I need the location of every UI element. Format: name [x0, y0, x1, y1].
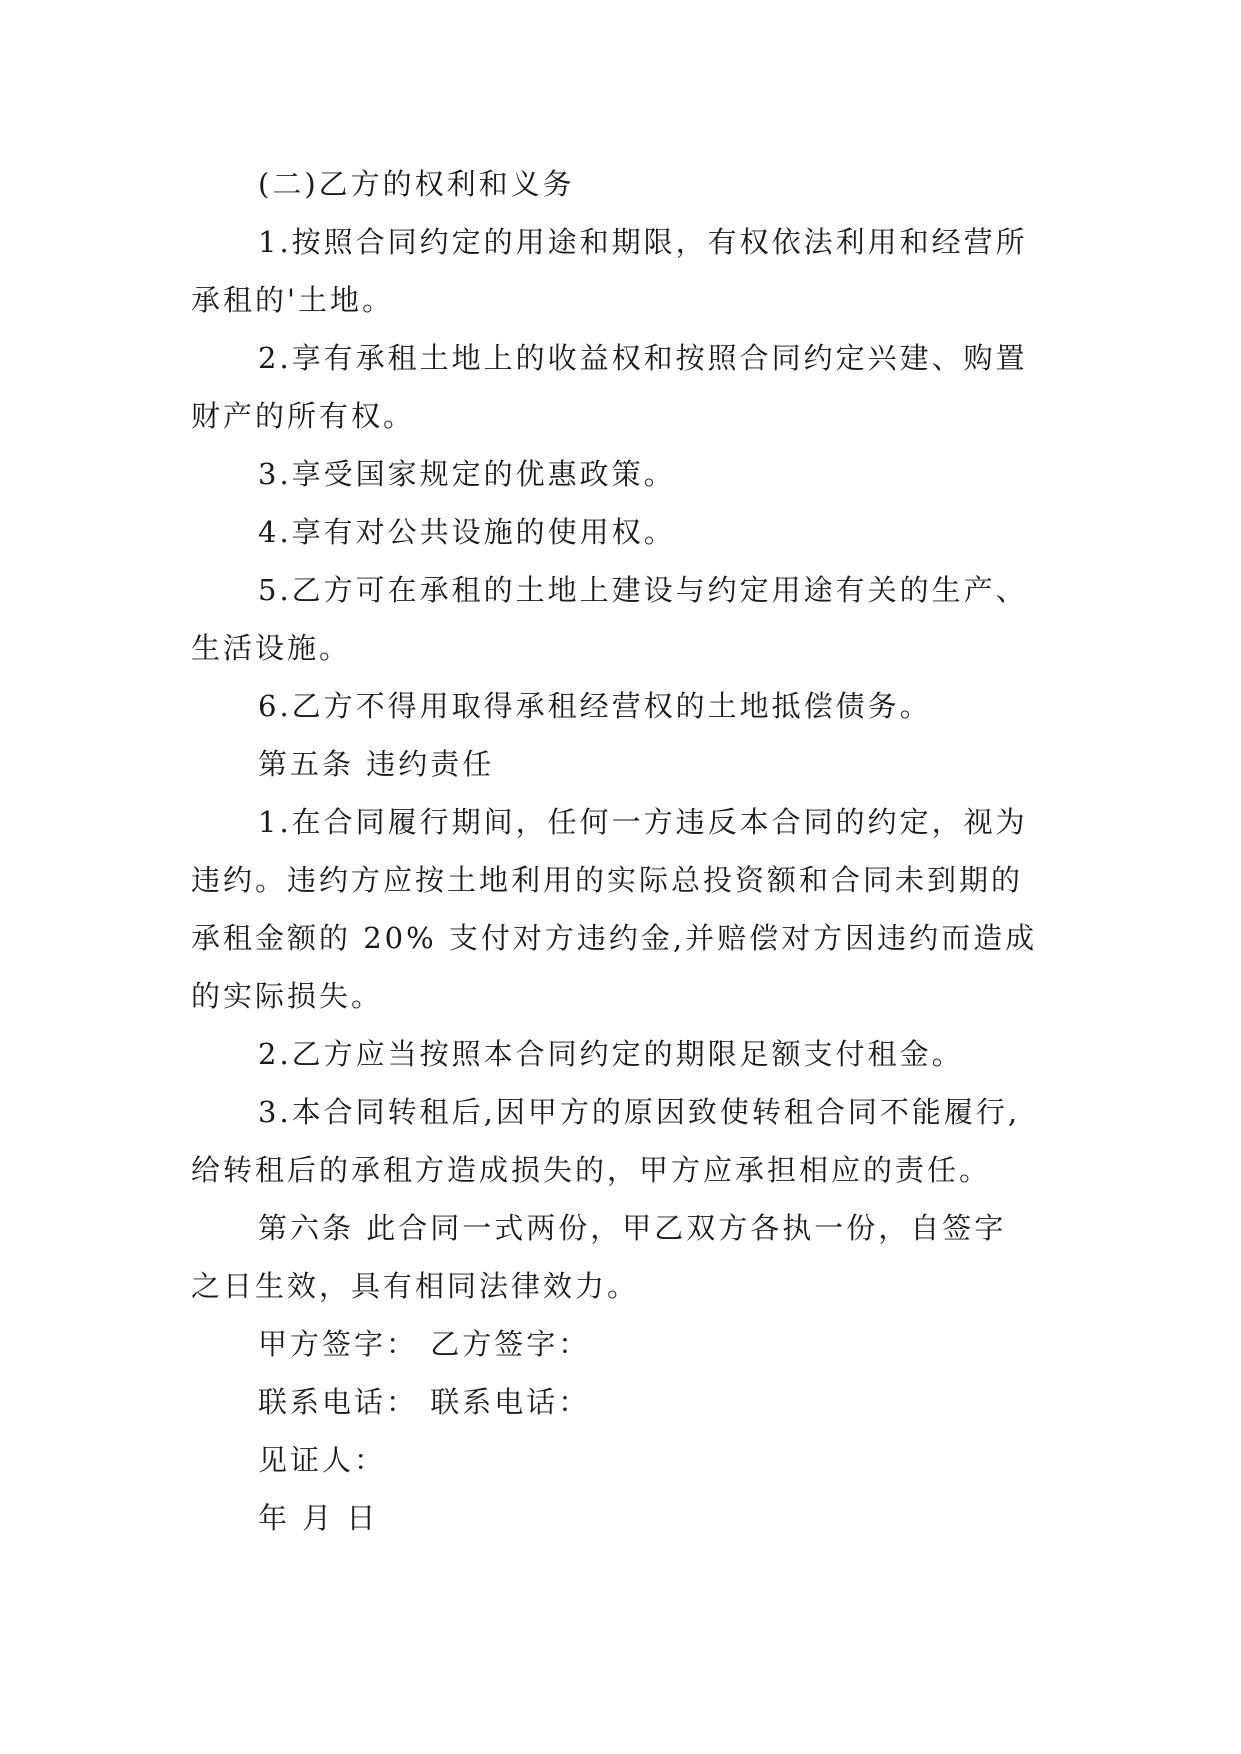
clause-6: 6.乙方不得用取得承租经营权的土地抵偿债务。 — [258, 689, 932, 723]
clause-5-line-2: 生活设施。 — [191, 631, 352, 665]
signature-line: 甲方签字： 乙方签字： — [258, 1327, 591, 1361]
article-5-clause-1-line-4: 的实际损失。 — [191, 979, 384, 1013]
article-5-clause-1-line-3: 承租金额的 20% 支付对方违约金,并赔偿对方因违约而造成 — [191, 921, 1038, 955]
article-6-line-1: 第六条 此合同一式两份，甲乙双方各执一份，自签字 — [258, 1211, 1007, 1245]
clause-1-line-1: 1.按照合同约定的用途和期限，有权依法利用和经营所 — [258, 225, 1028, 259]
article-6-line-2: 之日生效，具有相同法律效力。 — [191, 1269, 640, 1303]
clause-5-line-1: 5.乙方可在承租的土地上建设与约定用途有关的生产、 — [258, 573, 1028, 607]
phone-line: 联系电话： 联系电话： — [258, 1385, 591, 1419]
article-5-heading: 第五条 违约责任 — [258, 747, 495, 781]
article-5-clause-2: 2.乙方应当按照本合同约定的期限足额支付租金。 — [258, 1037, 964, 1071]
clause-3: 3.享受国家规定的优惠政策。 — [258, 457, 676, 491]
clause-2-line-1: 2.享有承租土地上的收益权和按照合同约定兴建、购置 — [258, 341, 1028, 375]
article-5-clause-1-line-2: 违约。违约方应按土地利用的实际总投资额和合同未到期的 — [191, 863, 1024, 897]
date-line: 年 月 日 — [258, 1501, 379, 1535]
article-5-clause-3-line-1: 3.本合同转租后,因甲方的原因致使转租合同不能履行, — [258, 1095, 1021, 1129]
clause-2-line-2: 财产的所有权。 — [191, 399, 416, 433]
article-5-clause-3-line-2: 给转租后的承租方造成损失的，甲方应承担相应的责任。 — [191, 1153, 992, 1187]
article-5-clause-1-line-1: 1.在合同履行期间，任何一方违反本合同的约定，视为 — [258, 805, 1028, 839]
witness-line: 见证人： — [258, 1443, 387, 1477]
clause-1-line-2: 承租的'土地。 — [191, 283, 394, 317]
clause-4: 4.享有对公共设施的使用权。 — [258, 515, 676, 549]
section-heading-party-b-rights: (二)乙方的权利和义务 — [258, 167, 575, 201]
